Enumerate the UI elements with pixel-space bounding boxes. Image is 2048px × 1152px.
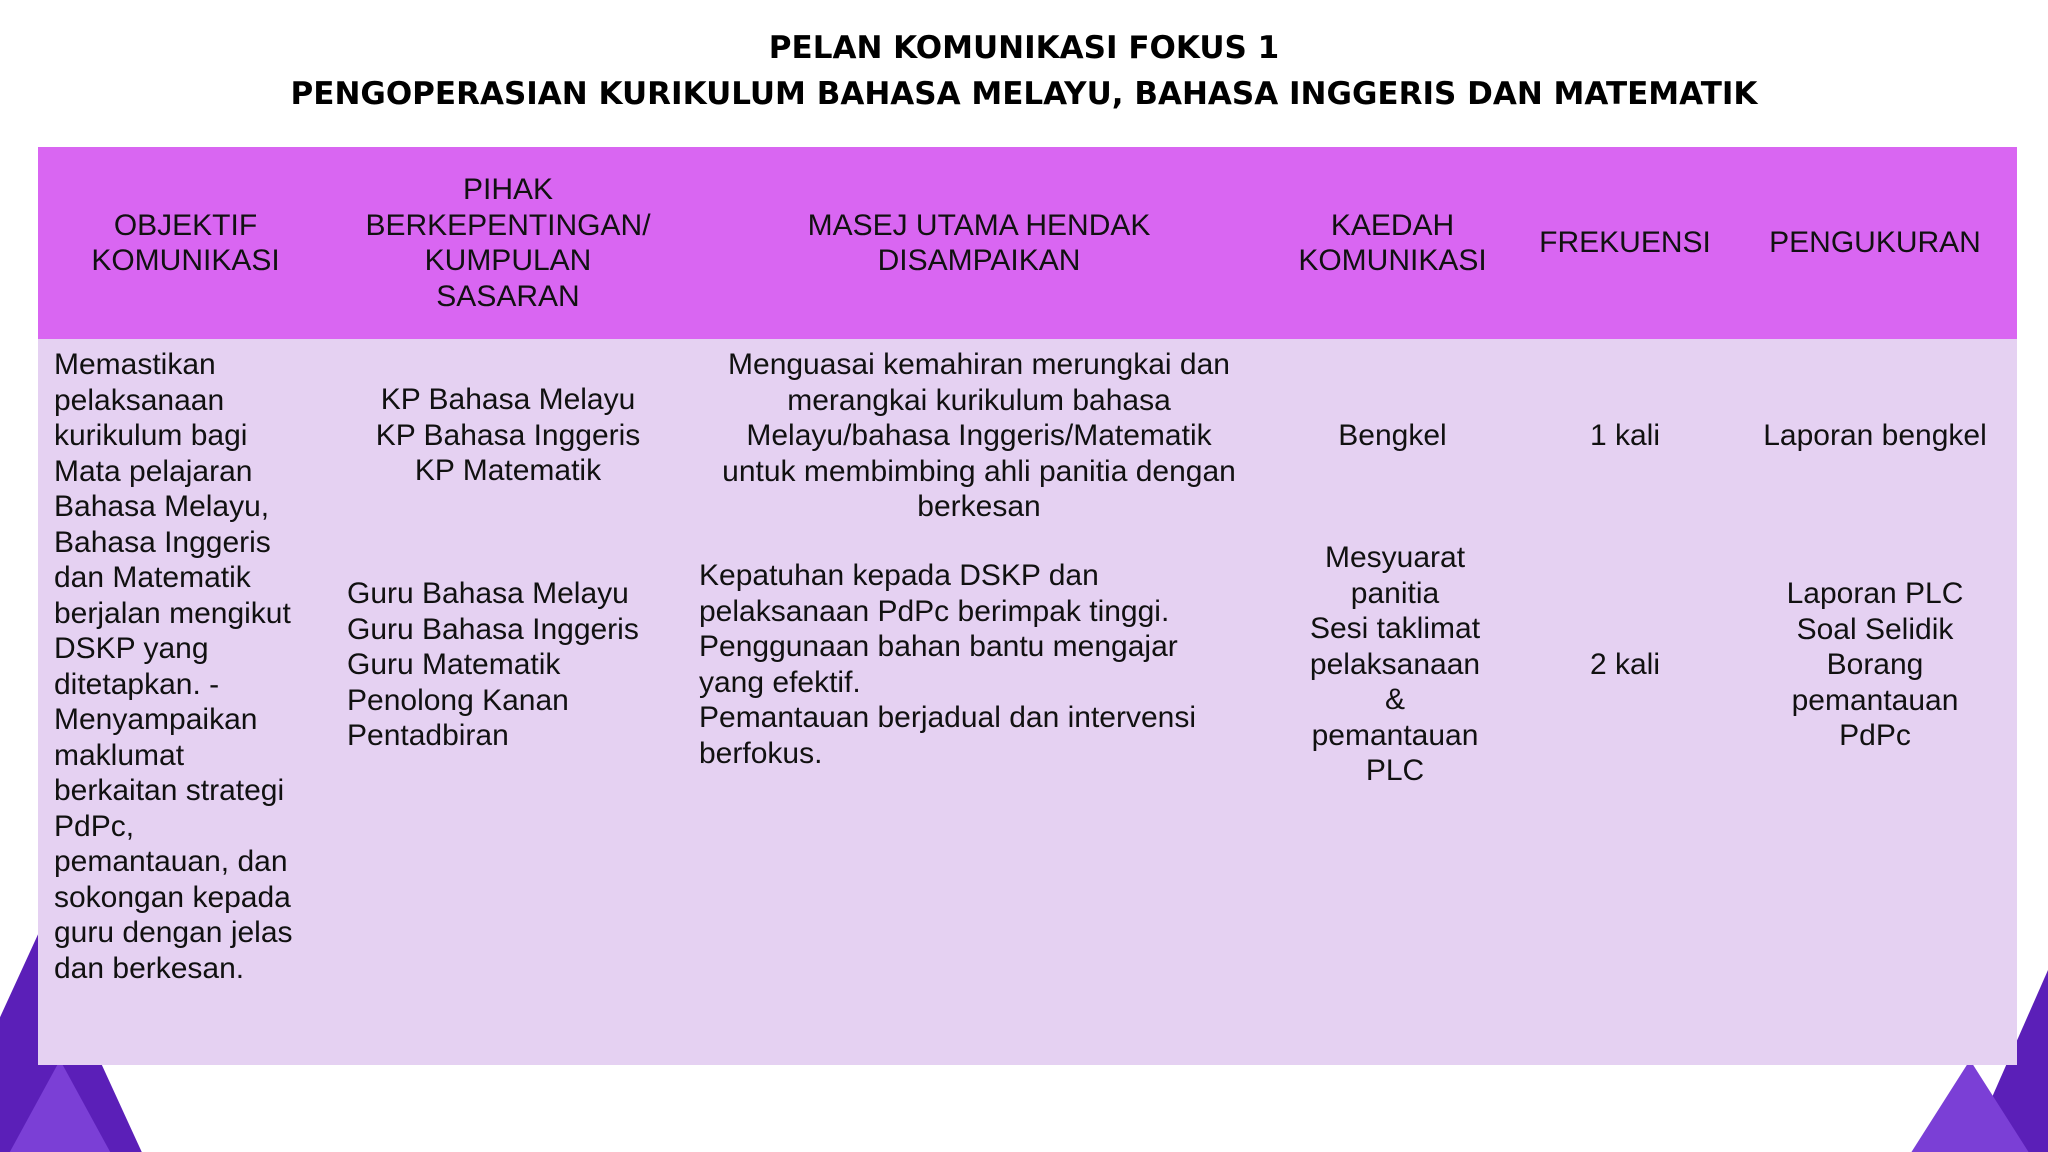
decorative-triangle (0, 1060, 120, 1152)
row2-masej: Kepatuhan kepada DSKP dan pelaksanaan PdPc berimpak tinggi. Penggunaan bahan bantu mengajar yang efektif. Pemantauan berjadual dan intervensi berfokus. (699, 559, 1197, 770)
objektif-text: Memastikan pelaksanaan kurikulum bagi Mata pelajaran Bahasa Melayu, Bahasa Inggeris dan Matematik berjalan mengikut DSKP yang ditetapkan. - Menyampaikan maklumat berkaitan strategi PdPc, pemantauan, dan sokongan kepada guru dengan jelas dan berkesan. (54, 348, 293, 985)
row1-kaedah: Bengkel (1338, 419, 1447, 452)
header-masej: MASEJ UTAMA HENDAK DISAMPAIKAN (807, 208, 1151, 277)
header-kaedah: KAEDAH KOMUNIKASI (1298, 208, 1487, 277)
row2-kaedah: Mesyuarat panitia Sesi taklimat pelaksanaan & pemantauan PLC (1309, 541, 1481, 787)
row2-pengukuran: Laporan PLC Soal Selidik Borang pemantauan PdPc (1786, 577, 1964, 752)
row1-pengukuran: Laporan bengkel (1763, 419, 1987, 452)
slide-subtitle: PENGOPERASIAN KURIKULUM BAHASA MELAYU, BAHASA INGGERIS DAN MATEMATIK (290, 76, 1758, 112)
header-objektif: OBJEKTIF KOMUNIKASI (91, 208, 280, 277)
header-pengukuran: PENGUKURAN (1769, 226, 1981, 260)
row1-frekuensi: 1 kali (1589, 419, 1661, 452)
row1-masej: Menguasai kemahiran merungkai dan merangkai kurikulum bahasa Melayu/bahasa Inggeris/Matematik untuk membimbing ahli panitia dengan berkesan (722, 348, 1236, 523)
slide-title: PELAN KOMUNIKASI FOKUS 1 (768, 30, 1280, 66)
decorative-triangle (1900, 1060, 2040, 1152)
header-frekuensi: FREKUENSI (1539, 226, 1711, 260)
row2-frekuensi: 2 kali (1589, 648, 1661, 681)
row1-pihak: KP Bahasa Melayu KP Bahasa Inggeris KP Matematik (375, 383, 641, 487)
header-pihak: PIHAK BERKEPENTINGAN/ KUMPULAN SASARAN (365, 173, 651, 313)
row2-pihak: Guru Bahasa Melayu Guru Bahasa Inggeris Guru Matematik Penolong Kanan Pentadbiran (347, 577, 639, 752)
